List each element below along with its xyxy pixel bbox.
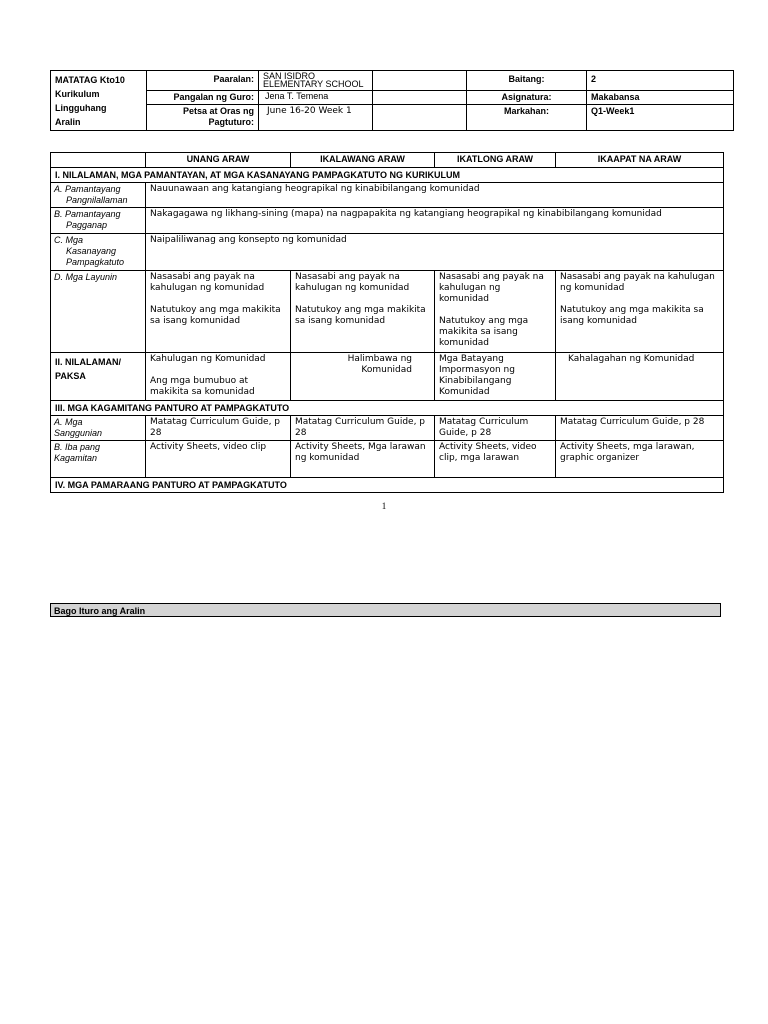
empty-cell <box>51 153 146 168</box>
paksa-text: Kahulugan ng Komunidad <box>150 354 266 364</box>
pamantayang-pagganap-text: Nakagagawa ng likhang-sining (mapa) na nagpapakita ng katangiang heograpikal ng kinabibilangang komunidad <box>146 208 724 234</box>
row-label-pamantayang-pagganap <box>51 208 146 234</box>
curriculum-title <box>51 71 147 131</box>
kagamitan-cell: Activity Sheets, video clip <box>146 441 291 478</box>
section-heading: IV. MGA PAMARAANG PANTURO AT PAMPAGKATUTO <box>51 478 724 493</box>
day-header: IKAAPAT NA ARAW <box>556 153 724 168</box>
petsa-value: June 16-20 Week 1 <box>259 105 373 131</box>
label-line: C. Mga <box>54 235 84 245</box>
kagamitan-cell: Activity Sheets, video clip, mga larawan <box>435 441 556 478</box>
guro-value: Jena T. Temena <box>259 90 373 104</box>
markahan-label: Markahan: <box>467 105 587 131</box>
baitang-label: Baitang: <box>467 71 587 91</box>
layunin-text: Nasasabi ang payak na kahulugan ng komunidad <box>295 272 410 293</box>
label-line: B. Pamantayang <box>54 209 121 219</box>
empty-cell <box>373 105 467 131</box>
row-label-pamantayang-pangnilalaman <box>51 183 146 208</box>
label-line: A. Pamantayang <box>54 184 121 194</box>
paaralan-label: Paaralan: <box>147 71 259 91</box>
paksa-cell <box>146 353 291 401</box>
asignatura-label: Asignatura: <box>467 90 587 104</box>
day-header: UNANG ARAW <box>146 153 291 168</box>
sanggunian-cell: Matatag Curriculum Guide, p 28 <box>556 416 724 441</box>
markahan-value: Q1-Week1 <box>587 105 734 131</box>
curriculum-line: Lingguhang <box>55 103 107 113</box>
header-table <box>50 70 734 131</box>
kasanayang-pampagkatuto-text: Naipaliliwanag ang konsepto ng komunidad <box>146 234 724 271</box>
label-line: Pampagkatuto <box>66 257 125 267</box>
day-header: IKALAWANG ARAW <box>291 153 435 168</box>
sanggunian-cell: Matatag Curriculum Guide, p 28 <box>291 416 435 441</box>
section-heading: III. MGA KAGAMITANG PANTURO AT PAMPAGKATUTO <box>51 401 724 416</box>
label-line: Pangnilallaman <box>66 195 128 205</box>
guro-label: Pangalan ng Guro: <box>147 90 259 104</box>
layunin-cell <box>146 271 291 353</box>
label-line: Kagamitan <box>54 453 98 463</box>
label-line: Pagganap <box>66 220 108 230</box>
day-header: IKATLONG ARAW <box>435 153 556 168</box>
paksa-text: Halimbawa ng Komunidad <box>347 354 412 375</box>
sanggunian-cell: Matatag Curriculum Guide, p 28 <box>146 416 291 441</box>
petsa-label: Petsa at Oras ng Pagtuturo: <box>147 105 259 131</box>
paksa-cell <box>556 353 724 401</box>
bago-ituro-heading: Bago Ituro ang Aralin <box>50 603 721 617</box>
layunin-text: Nasasabi ang payak na kahulugan ng komunidad <box>560 272 715 293</box>
row-label-nilalaman-paksa <box>51 353 146 401</box>
layunin-cell <box>291 271 435 353</box>
layunin-cell <box>556 271 724 353</box>
label-line: A. Mga <box>54 417 83 427</box>
page-number: 1 <box>381 501 387 511</box>
lesson-plan-table <box>50 152 724 493</box>
paksa-text: Ang mga bumubuo at makikita sa komunidad <box>150 376 255 397</box>
curriculum-line: Aralin <box>55 117 81 127</box>
kagamitan-cell: Activity Sheets, Mga larawan ng komunidad <box>291 441 435 478</box>
row-label-iba-pang-kagamitan <box>51 441 146 478</box>
curriculum-line: MATATAG Kto10 <box>55 75 125 85</box>
baitang-value: 2 <box>587 71 734 91</box>
layunin-text: Nasasabi ang payak na kahulugan ng komunidad <box>439 272 544 304</box>
empty-cell <box>373 90 467 104</box>
label-line: PAKSA <box>55 371 86 381</box>
label-line: II. NILALAMAN/ <box>55 357 121 367</box>
section-heading: I. NILALAMAN, MGA PAMANTAYAN, AT MGA KASANAYANG PAMPAGKATUTO NG KURIKULUM <box>51 168 724 183</box>
asignatura-value: Makabansa <box>587 90 734 104</box>
paksa-text: Kahalagahan ng Komunidad <box>568 354 695 364</box>
pamantayang-pangnilalaman-text: Nauunawaan ang katangiang heograpikal ng kinabibilangang komunidad <box>146 183 724 208</box>
label-line: B. Iba pang <box>54 442 101 452</box>
kagamitan-cell: Activity Sheets, mga larawan, graphic organizer <box>556 441 724 478</box>
layunin-cell <box>435 271 556 353</box>
layunin-text: Natutukoy ang mga makikita sa isang komunidad <box>560 305 704 326</box>
paksa-text: Mga Batayang Impormasyon ng Kinabibilangang Komunidad <box>439 354 515 397</box>
layunin-text: Natutukoy ang mga makikita sa isang komunidad <box>439 316 529 348</box>
paksa-cell <box>291 353 435 401</box>
paaralan-value: SAN ISIDRO ELEMENTARY SCHOOL <box>259 71 373 91</box>
row-label-layunin: D. Mga Layunin <box>51 271 146 353</box>
row-label-sanggunian <box>51 416 146 441</box>
curriculum-line: Kurikulum <box>55 89 100 99</box>
layunin-text: Natutukoy ang mga makikita sa isang komunidad <box>150 305 281 326</box>
empty-cell <box>373 71 467 91</box>
label-line: Sanggunian <box>54 428 103 438</box>
row-label-kasanayang-pampagkatuto <box>51 234 146 271</box>
label-line: Kasanayang <box>66 246 117 256</box>
sanggunian-cell: Matatag Curriculum Guide, p 28 <box>435 416 556 441</box>
paksa-cell <box>435 353 556 401</box>
layunin-text: Nasasabi ang payak na kahulugan ng komunidad <box>150 272 265 293</box>
layunin-text: Natutukoy ang mga makikita sa isang komunidad <box>295 305 426 326</box>
